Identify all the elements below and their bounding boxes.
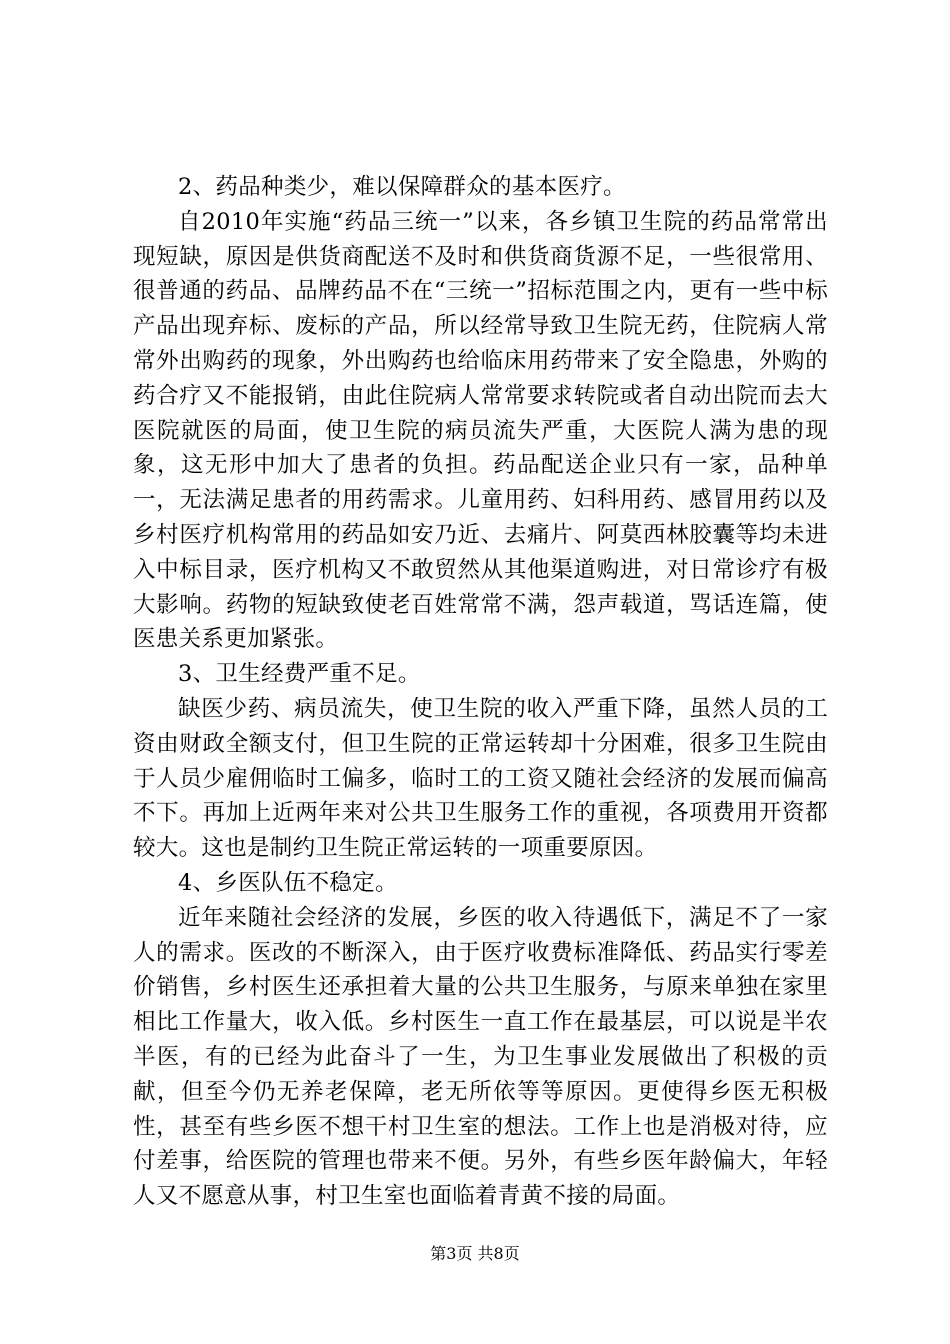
section-heading-funding: 3、卫生经费严重不足。 [178, 661, 421, 688]
section-heading-village-doctors: 4、乡医队伍不稳定。 [178, 869, 398, 896]
document-body [133, 170, 828, 1214]
page-number-footer: 第3页 共8页 [430, 1244, 520, 1263]
paragraph-drug-shortage: 自2010年实施“药品三统一”以来，各乡镇卫生院的药品常常出现短缺，原因是供货商配送不及时和供货商货源不足，一些很常用、很普通的药品、品牌药品不在“三统一”招标范围之内，更有一些中标产品出现弃标、废标的产品，所以经常导致卫生院无药，住院病人常常外出购药的现象，外出购药也给临床用药带来了安全隐患，外购的药合疗又不能报销，由此住院病人常常要求转院或者自动出院而去大医院就医的局面，使卫生院的病员流失严重，大医院人满为患的现象，这无形中加大了患者的负担。药品配送企业只有一家，品种单一，无法满足患者的用药需求。儿童用药、妇科用药、感冒用药以及乡村医疗机构常用的药品如安乃近、去痛片、阿莫西林胶囊等均未进入中标目录，医疗机构又不敢贸然从其他渠道购进，对日常诊疗有极大影响。药物的短缺致使老百姓常常不满，怨声载道，骂话连篇，使医患关系更加紧张。 [133, 208, 828, 653]
paragraph-village-doctors: 近年来随社会经济的发展，乡医的收入待遇低下，满足不了一家人的需求。医改的不断深入，由于医疗收费标准降低、药品实行零差价销售，乡村医生还承担着大量的公共卫生服务，与原来单独在家里相比工作量大，收入低。乡村医生一直工作在最基层，可以说是半农半医，有的已经为此奋斗了一生，为卫生事业发展做出了积极的贡献，但至今仍无养老保障，老无所依等等原因。更使得乡医无积极性，甚至有些乡医不想干村卫生室的想法。工作上也是消极对待，应付差事，给医院的管理也带来不便。另外，有些乡医年龄偏大，年轻人又不愿意从事，村卫生室也面临着青黄不接的局面。 [133, 904, 828, 1210]
section-heading-drug-shortage: 2、药品种类少，难以保障群众的基本医疗。 [178, 174, 626, 200]
paragraph-funding: 缺医少药、病员流失，使卫生院的收入严重下降，虽然人员的工资由财政全额支付，但卫生院的正常运转却十分困难，很多卫生院由于人员少雇佣临时工偏多，临时工的工资又随社会经济的发展而偏高不下。再加上近两年来对公共卫生服务工作的重视，各项费用开资都较大。这也是制约卫生院正常运转的一项重要原因。 [133, 695, 828, 862]
